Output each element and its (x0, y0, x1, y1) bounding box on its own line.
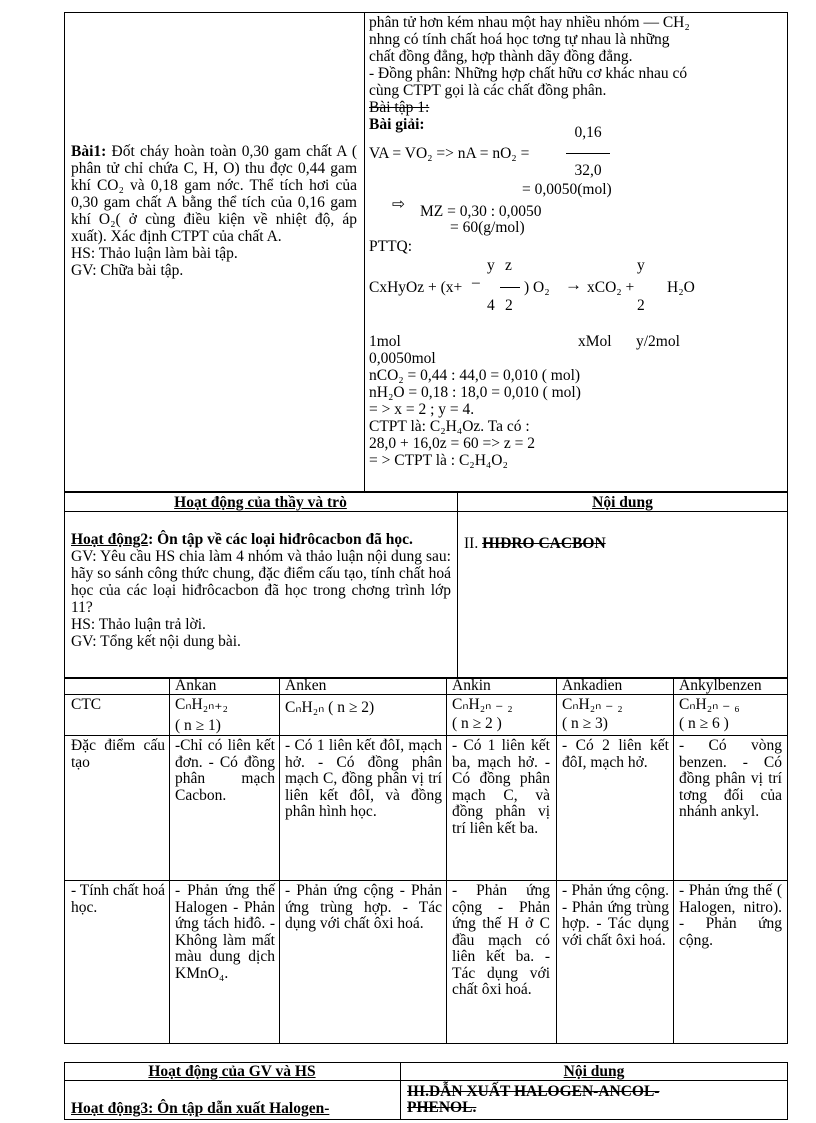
pttq-label: PTTQ: (369, 238, 413, 255)
chem-anken: - Phản ứng cộng - Phản ứng trùng hợp. - Tác dụng với chất ôxi hoá. (285, 882, 442, 932)
activity2-content (71, 531, 451, 650)
header-ankylbenzen: Ankylbenzen (679, 677, 762, 694)
comparison-col-3 (446, 678, 447, 1044)
ctc-ankylbenzen: CₙH₂ₙ ₋ ₆ (679, 696, 740, 713)
mol-ratio-1: 1mol (369, 333, 401, 350)
formula-na-denominator: 32,0 (574, 162, 602, 179)
activity2-col2-header: Nội dung (592, 494, 653, 511)
activity3-header-rule (64, 1080, 788, 1081)
mol-ratio-x: xMol (578, 333, 612, 350)
theory-line-3: chất đồng đẳng, hợp thành dãy đồng đẳng. (369, 48, 633, 65)
section-hydrocarbon (464, 535, 606, 552)
formula-na: VA = VO₂ => nA = nO₂ = (369, 145, 530, 162)
activity3-section-title-2: PHENOL. (407, 1099, 477, 1116)
ctc-ankadien: CₙH₂ₙ ₋ ₂ (562, 696, 623, 713)
header-ankadien: Ankadien (562, 677, 623, 694)
chem-ankan: - Phản ứng thế Halogen - Phản ứng tách hiđô. - Không làm mất màu dung dịch KMnO₄. (175, 882, 275, 982)
theory-line-5: cùng CTPT gọi là các chất đồng phân. (369, 82, 607, 99)
calculation-lines (369, 350, 783, 469)
equation-z: z (505, 257, 512, 274)
activity2-divider (457, 492, 458, 678)
exercise-solution (369, 14, 783, 133)
comparison-struct-rule (64, 880, 788, 881)
equation-oxygen: ) O₂ (524, 279, 550, 296)
exercise-hs: HS: Thảo luận làm bài tập. (71, 245, 238, 262)
activity2-title-label: Hoạt động2 (71, 531, 149, 548)
equation-co2: xCO₂ + (587, 279, 635, 296)
activity2-hs: HS: Thảo luận trả lời. (71, 616, 206, 633)
theory-line-1: phân tử hơn kém nhau một hay nhiều nhóm — CH₂ (369, 14, 690, 31)
activity3-section (407, 1084, 659, 1116)
calc-line-4: = > x = 2 ; y = 4. (369, 401, 475, 418)
equation-4: 4 (487, 297, 495, 314)
formula-na-result: = 0,0050(mol) (522, 181, 612, 198)
comparison-col-2 (279, 678, 280, 1044)
activity3-col1-header: Hoạt động của GV và HS (148, 1063, 316, 1080)
implies-arrow-icon: ⇨ (392, 196, 405, 213)
ctc-ankin-cond: ( n ≥ 2 ) (452, 715, 502, 732)
ctc-ankan-cond: ( n ≥ 1) (175, 717, 221, 734)
comparison-col-5 (673, 678, 674, 1044)
calc-line-7: = > CTPT là : C₂H₄O₂ (369, 452, 508, 469)
formula-mz-result: = 60(g/mol) (450, 219, 525, 236)
ctc-anken: CₙH₂ₙ ( n ≥ 2) (285, 699, 375, 716)
struct-ankylbenzen: - Có vòng benzen. - Có đồng phân vị trí tơng đối của nhánh ankyl. (679, 737, 782, 820)
equation-minus: – (472, 274, 480, 291)
ctc-ankin: CₙH₂ₙ ₋ ₂ (452, 696, 513, 713)
calc-line-5: CTPT là: C₂H₄Oz. Ta có : (369, 418, 530, 435)
equation-y-half: y (637, 257, 645, 274)
struct-ankin: - Có 1 liên kết ba, mạch hở. - Có đồng phân mạch C, và đồng phân vị trí liên kết ba. (452, 737, 550, 837)
equation-2b: 2 (637, 297, 645, 314)
equation-y: y (487, 257, 495, 274)
struct-label: Đặc điểm cấu tạo (71, 737, 165, 771)
ctc-ankan: CₙH₂ₙ₊₂ (175, 696, 228, 713)
comparison-ctc-rule (64, 735, 788, 736)
activity2-header-rule (64, 511, 788, 512)
equation-h2o: H₂O (667, 279, 695, 296)
header-ankan: Ankan (175, 677, 217, 694)
calc-line-2: nCO₂ = 0,44 : 44,0 = 0,010 ( mol) (369, 367, 581, 384)
activity3-title-text: Hoạt động3: Ôn tập dẫn xuất Halogen- (71, 1100, 330, 1117)
exercise-gv: GV: Chữa bài tập. (71, 262, 184, 279)
formula-na-numerator: 0,16 (574, 124, 602, 141)
chem-ankin: - Phản ứng cộng - Phản ứng thế H ở C đầu mạch có liên kết ba. - Tác dụng với chất ôxi hoá. (452, 882, 550, 998)
activity3-title (71, 1100, 329, 1117)
exercise-text: Đốt cháy hoàn toàn 0,30 gam chất A ( phân tử chỉ chứa C, H, O) thu đợc 0,44 gam khí CO₂ và 0,18 gam nớc. Thể tích hơi của 0,30 gam chất A bằng thể tích của 0,16 gam khí O₂( ở cùng điều kiện về nhiệt độ, áp xuất). Xác định CTPT của chất A. (71, 143, 357, 245)
equation-fraction-bar (500, 287, 520, 288)
equation-2: 2 (505, 297, 513, 314)
ctc-label: CTC (71, 696, 102, 713)
ctc-ankadien-cond: ( n ≥ 3) (562, 715, 608, 732)
struct-anken: - Có 1 liên kết đôI, mạch hở. - Có đồng phân mạch C, đồng phân vị trí liên kết đôI, và đồng phân hình học. (285, 737, 442, 820)
calc-line-3: nH₂O = 0,18 : 18,0 = 0,010 ( mol) (369, 384, 581, 401)
equation-reactant: CxHyOz + (x+ (369, 279, 463, 296)
chem-label: - Tính chất hoá học. (71, 882, 165, 916)
comparison-col-4 (556, 678, 557, 1044)
formula-mz: MZ = 0,30 : 0,0050 (420, 203, 542, 220)
exercise-table-divider (364, 12, 365, 492)
activity2-title (71, 531, 451, 548)
activity2-gv2: GV: Tổng kết nội dung bài. (71, 633, 241, 650)
mol-ratio-y: y/2mol (636, 333, 680, 350)
struct-ankan: -Chỉ có liên kết đơn. - Có đồng phân mạch Cacbon. (175, 737, 275, 804)
equation-arrow-icon: → (565, 275, 582, 294)
calc-line-1: 0,0050mol (369, 350, 436, 367)
activity3-col2-header: Nội dung (563, 1063, 625, 1080)
fraction-bar (566, 153, 610, 154)
struct-ankadien: - Có 2 liên kết đôI, mạch hở. (562, 737, 669, 771)
ctc-ankylbenzen-cond: ( n ≥ 6 ) (679, 715, 729, 732)
calc-line-6: 28,0 + 16,0z = 60 => z = 2 (369, 435, 535, 452)
section-hydrocarbon-number: II. (464, 535, 479, 552)
chem-ankylbenzen: - Phản ứng thế ( Halogen, nitro). - Phản ứng cộng. (679, 882, 782, 949)
activity2-col1-header: Hoạt động của thầy và trò (174, 494, 347, 511)
section-hydrocarbon-title: HIĐRO CACBON (482, 535, 606, 552)
theory-line-4: - Đồng phân: Những hợp chất hữu cơ khác nhau có (369, 65, 688, 82)
theory-line-2: nhng có tính chất hoá học tơng tự nhau là những (369, 31, 670, 48)
solution-label: Bài giải: (369, 116, 425, 133)
exercise-problem (71, 143, 357, 279)
activity3-section-title: III.DẪN XUẤT HALOGEN-ANCOL- (407, 1083, 660, 1100)
exercise-title: Bài1: (71, 143, 107, 160)
comparison-table (64, 678, 788, 1044)
header-anken: Anken (285, 677, 327, 694)
exercise-label: Bài tập 1: (369, 99, 430, 116)
activity2-gv1: GV: Yêu cầu HS chia làm 4 nhóm và thảo luận nội dung sau: hãy so sánh công thức chung, đặc điểm cấu tạo, tính chất hoá học của các loại hiđrôcacbon đã học trong chơng trình lớp 11? (71, 548, 451, 616)
comparison-col-1 (169, 678, 170, 1044)
chem-ankadien: - Phản ứng cộng. - Phản ứng trùng hợp. - Tác dụng với chất ôxi hoá. (562, 882, 669, 949)
header-ankin: Ankin (452, 677, 491, 694)
activity2-title-rest: : Ôn tập về các loại hiđrôcacbon đã học. (148, 531, 413, 548)
